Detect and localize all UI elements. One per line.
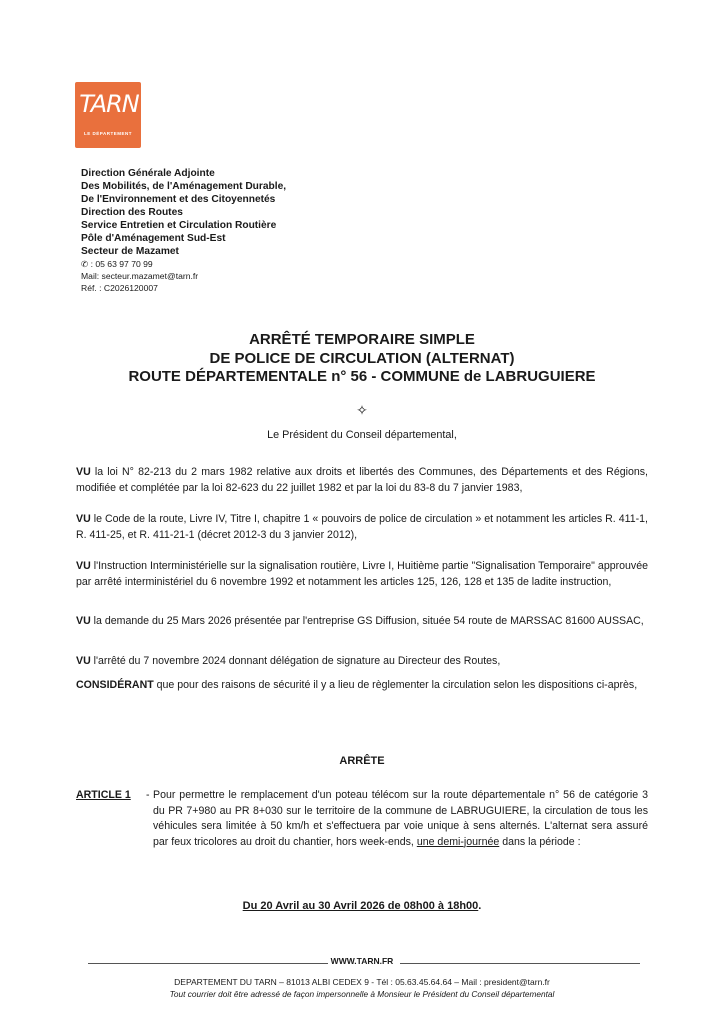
- footer-address: DEPARTEMENT DU TARN – 81013 ALBI CEDEX 9 - Tél : 05.63.45.64.64 – Mail : president@tarn.fr: [174, 977, 550, 987]
- article-underlined: une demi-journée: [416, 835, 500, 848]
- vu-text: le Code de la route, Livre IV, Titre I, chapitre 1 « pouvoirs de police de circulation » et notamment les articles R. 411-1, R. 411-25, et R. 411-21-1 (décret 2012-3 du 3 janvier 2012),: [76, 513, 648, 541]
- vu-paragraph: [76, 465, 648, 496]
- vu-text: l'arrêté du 7 novembre 2024 donnant délégation de signature au Directeur des Routes,: [90, 655, 501, 667]
- sender-block: [81, 167, 286, 294]
- vu-paragraph: [76, 559, 648, 590]
- org-line: De l'Environnement et des Citoyennetés: [81, 194, 276, 205]
- vu-paragraph: [76, 614, 648, 630]
- considerant-lead: CONSIDÉRANT: [76, 679, 154, 691]
- org-line: Direction Générale Adjointe: [81, 168, 215, 179]
- period-text: Du 20 Avril au 30 Avril 2026 de 08h00 à 18h00: [242, 900, 479, 912]
- title-line-1: ARRÊTÉ TEMPORAIRE SIMPLE: [249, 331, 475, 348]
- considerant-paragraph: [76, 678, 648, 694]
- logo-subtitle: LE DÉPARTEMENT: [84, 131, 132, 136]
- article-1: [76, 788, 648, 850]
- period-line: [0, 900, 724, 912]
- ornament-star-icon: ✧: [356, 402, 368, 418]
- org-line: Secteur de Mazamet: [81, 246, 179, 257]
- org-line: Pôle d'Aménagement Sud-Est: [81, 233, 226, 244]
- article-tail: dans la période :: [499, 835, 581, 848]
- vu-text: l'Instruction Interministérielle sur la signalisation routière, Livre I, Huitième partie "Signalisation Temporaire" approuvée par arrêté interministériel du 6 novembre 1992 et notamment les articles 125, 126, 128 et 135 de ladite instruction,: [76, 560, 648, 588]
- vu-paragraph: [76, 512, 648, 543]
- tarn-logo: [75, 82, 141, 148]
- phone-number: ✆ : 05 63 97 70 99: [81, 259, 153, 269]
- logo-word: TARN: [79, 90, 139, 118]
- mail-address: Mail: secteur.mazamet@tarn.fr: [81, 271, 199, 281]
- org-line: Des Mobilités, de l'Aménagement Durable,: [81, 181, 287, 192]
- document-title: [0, 331, 724, 387]
- article-label: ARTICLE 1: [76, 789, 131, 801]
- reference: Réf. : C2026120007: [81, 283, 158, 293]
- vu-lead: VU: [76, 466, 91, 478]
- considerant-text: que pour des raisons de sécurité il y a lieu de règlementer la circulation selon les dispositions ci-après,: [153, 679, 638, 691]
- president-heading: Le Président du Conseil départemental,: [267, 429, 457, 441]
- vu-text: la loi N° 82-213 du 2 mars 1982 relative aux droits et libertés des Communes, des Départements et des Régions, modifiée et complétée par la loi 82-623 du 22 juillet 1982 et par la loi du 83-8 du 7 janvier 1983,: [76, 466, 648, 494]
- vu-lead: VU: [76, 513, 91, 525]
- vu-lead: VU: [76, 615, 91, 627]
- vu-lead: VU: [76, 560, 91, 572]
- article-body: [153, 788, 648, 850]
- article-text: Pour permettre le remplacement d'un poteau télécom sur la route départementale n° 56 de catégorie 3 du PR 7+980 au PR 8+030 sur le territoire de la commune de LABRUGUIERE, la circulation de tous les véhicules sera limitée à 50 km/h et s'effectuera par voie unique à sens alternés. L'alternat sera assuré par feux tricolores au droit du chantier, hors week-ends,: [153, 789, 648, 848]
- vu-paragraph: [76, 654, 648, 670]
- org-line: Service Entretien et Circulation Routière: [81, 220, 277, 231]
- title-line-2: DE POLICE DE CIRCULATION (ALTERNAT): [209, 349, 515, 367]
- footer-website: WWW.TARN.FR: [330, 956, 394, 966]
- vu-text: la demande du 25 Mars 2026 présentée par l'entreprise GS Diffusion, située 54 route de MARSSAC 81600 AUSSAC,: [90, 615, 644, 627]
- article-dash: -: [146, 789, 150, 801]
- footer-note: Tout courrier doit être adressé de façon impersonnelle à Monsieur le Président du Conseil départemental: [169, 989, 555, 999]
- org-line: Direction des Routes: [81, 207, 183, 218]
- vu-lead: VU: [76, 655, 91, 667]
- title-line-3: ROUTE DÉPARTEMENTALE n° 56 - COMMUNE de LABRUGUIERE: [128, 368, 596, 385]
- arrete-heading: ARRÊTE: [339, 755, 385, 767]
- period-end: .: [478, 900, 482, 912]
